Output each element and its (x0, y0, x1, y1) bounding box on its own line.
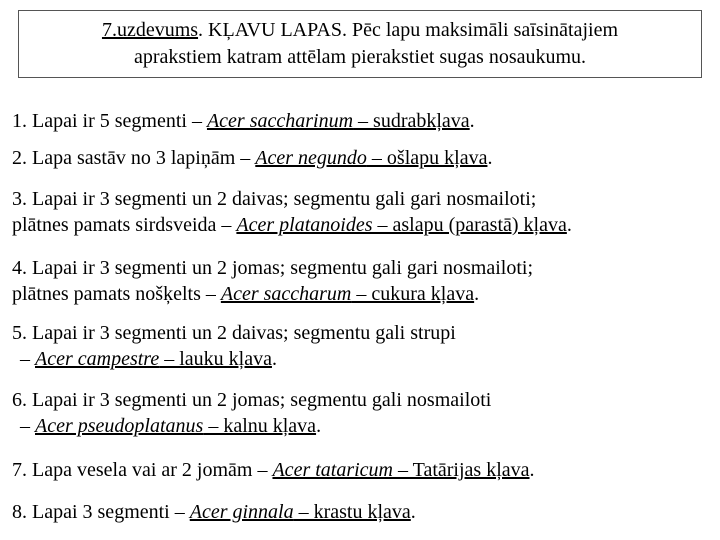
list-item: 7. Lapa vesela vai ar 2 jomām – Acer tataricum – Tatārijas kļava. (12, 459, 535, 481)
task-header (18, 10, 702, 78)
common-name: – aslapu (parastā) kļava (372, 214, 567, 236)
item-answer (35, 348, 272, 370)
item-answer (221, 283, 474, 305)
item-description: 7. Lapa vesela vai ar 2 jomām – (12, 459, 273, 481)
item-description: 1. Lapai ir 5 segmenti – (12, 110, 207, 132)
item-answer (207, 110, 470, 132)
task-label: 7.uzdevums (101, 19, 199, 41)
item-answer (236, 214, 566, 236)
item-description: 5. Lapai ir 3 segmenti un 2 daivas; segmentu gali strupi (12, 322, 456, 344)
common-name: – ošlapu kļava (366, 147, 488, 169)
list-item: 4. Lapai ir 3 segmenti un 2 jomas; segmentu gali gari nosmailoti; plātnes pamats nošķelts – Acer saccharum – cukura kļava. (12, 255, 712, 307)
common-name: – kalnu kļava (203, 415, 317, 437)
header-title: . KĻAVU LAPAS. Pēc lapu maksimāli saīsinātajiem (198, 19, 619, 41)
common-name: – krastu kļava (293, 501, 411, 523)
list-item: 2. Lapa sastāv no 3 lapiņām – Acer negundo – ošlapu kļava. (12, 147, 493, 169)
common-name: – cukura kļava (351, 283, 475, 305)
item-answer (35, 415, 316, 437)
list-item: 5. Lapai ir 3 segmenti un 2 daivas; segmentu gali strupi – Acer campestre – lauku kļava. (12, 320, 712, 372)
item-description: 8. Lapai 3 segmenti – (12, 501, 190, 523)
item-description: 3. Lapai ir 3 segmenti un 2 daivas; segmentu gali gari nosmailoti; (12, 188, 537, 210)
header-line-1 (19, 17, 701, 44)
item-description-cont: plātnes pamats nošķelts – (12, 283, 221, 305)
item-description-cont: – (20, 348, 35, 370)
item-answer (190, 501, 411, 523)
list-item: 8. Lapai 3 segmenti – Acer ginnala – krastu kļava. (12, 501, 416, 523)
latin-name: Acer negundo (255, 147, 367, 169)
latin-name: Acer pseudoplatanus (35, 415, 204, 437)
common-name: – lauku kļava (159, 348, 272, 370)
item-description: 4. Lapai ir 3 segmenti un 2 jomas; segmentu gali gari nosmailoti; (12, 257, 534, 279)
latin-name: Acer tataricum (272, 459, 393, 481)
latin-name: Acer ginnala (189, 501, 294, 523)
list-item: 1. Lapai ir 5 segmenti – Acer saccharinum – sudrabkļava. (12, 110, 475, 132)
latin-name: Acer saccharum (220, 283, 352, 305)
latin-name: Acer campestre (35, 348, 160, 370)
list-item: 6. Lapai ir 3 segmenti un 2 jomas; segmentu gali nosmailoti – Acer pseudoplatanus – kalnu kļava. (12, 387, 712, 439)
item-description-cont: – (20, 415, 35, 437)
common-name: – Tatārijas kļava (393, 459, 530, 481)
latin-name: Acer platanoides (236, 214, 373, 236)
item-description-cont: plātnes pamats sirdsveida – (12, 214, 237, 236)
header-line-2: aprakstiem katram attēlam pierakstiet sugas nosaukumu. (133, 46, 587, 68)
item-answer (255, 147, 487, 169)
list-item: 3. Lapai ir 3 segmenti un 2 daivas; segmentu gali gari nosmailoti; plātnes pamats sirdsveida – Acer platanoides – aslapu (parastā) kļava. (12, 186, 712, 238)
common-name: – sudrabkļava (353, 110, 470, 132)
item-description: 6. Lapai ir 3 segmenti un 2 jomas; segmentu gali nosmailoti (12, 389, 492, 411)
latin-name: Acer saccharinum (206, 110, 354, 132)
item-answer (272, 459, 529, 481)
item-description: 2. Lapa sastāv no 3 lapiņām – (12, 147, 256, 169)
